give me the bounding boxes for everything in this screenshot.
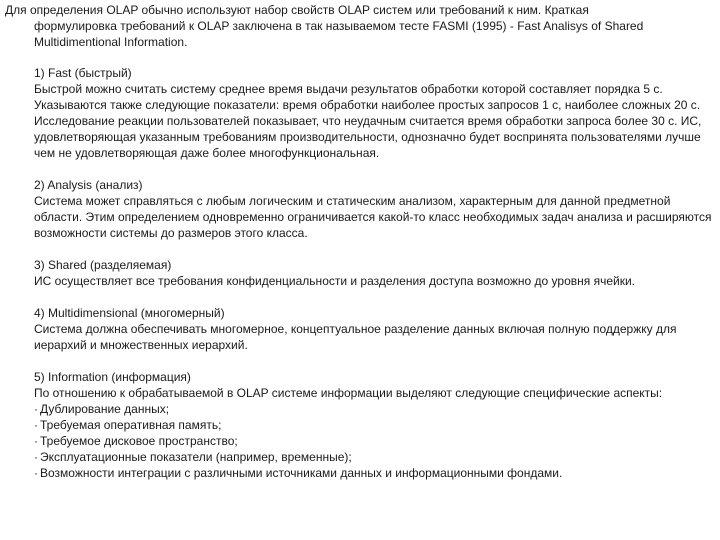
section-heading: 4) Multidimensional (многомерный) [34, 306, 225, 320]
bullet-icon: · [34, 466, 38, 480]
intro-rest: формулировка требований к OLAP заключена в так называемом тесте FASMI (1995) - Fast Analisys of Shared Multidimentional Information. [34, 19, 644, 49]
list-item-text: Дублирование данных; [40, 402, 170, 416]
section-heading: 5) Information (информация) [34, 370, 191, 384]
list-item [34, 433, 714, 449]
bullet-icon: · [34, 402, 38, 416]
section-information [34, 369, 714, 481]
section-body: Система должна обеспечивать многомерное, концептуальное разделение данных включая полную поддержку для иерархий и множественных иерархий. [34, 322, 677, 352]
aspects-list [34, 401, 714, 481]
section-heading: 1) Fast (быстрый) [34, 66, 132, 80]
list-item-text: Возможности интеграции с различными источниками данных и информационными фондами. [40, 466, 563, 480]
section-body: ИС осуществляет все требования конфиденциальности и разделения доступа возможно до уровня ячейки. [34, 274, 636, 288]
list-item [34, 449, 714, 465]
section-heading: 2) Analysis (анализ) [34, 178, 143, 192]
bullet-icon: · [34, 418, 38, 432]
list-item-text: Эксплуатационные показатели (например, временные); [40, 450, 352, 464]
section-analysis [34, 177, 714, 241]
section-shared [34, 257, 714, 289]
section-multidimensional [34, 305, 714, 353]
list-item-text: Требуемая оперативная память; [40, 418, 222, 432]
bullet-icon: · [34, 434, 38, 448]
list-item [34, 465, 714, 481]
intro-paragraph [0, 0, 720, 50]
section-heading: 3) Shared (разделяемая) [34, 258, 172, 272]
list-item [34, 417, 714, 433]
list-item-text: Требуемое дисковое пространство; [40, 434, 238, 448]
section-fast [34, 65, 714, 161]
section-body: Система может справляться с любым логическим и статическим анализом, характерным для данной предметной области. Этим определением одновременно ограничивается какой-то класс необходимых задач анализа и расширяются возможности системы до размеров этого класса. [34, 194, 712, 240]
section-body: Быстрой можно считать систему среднее время выдачи результатов обработки которой составляет порядка 5 с. Указываются также следующие показатели: время обработки наиболее простых запросов 1 с, наиболее сложных 20 с. Исследование реакции пользователей показывает, что неудачным считается время обработки запроса более 30 с. ИС, удовлетворяющая указанным требованиям производительности, однозначно будет воспринята пользователями лучше чем не удовлетворяющая даже более многофункциональная. [34, 82, 702, 160]
bullet-icon: · [34, 450, 38, 464]
list-item [34, 401, 714, 417]
intro-first-line: Для определения OLAP обычно используют набор свойств OLAP систем или требований к ним. Краткая [5, 3, 589, 17]
section-body: По отношению к обрабатываемой в OLAP системе информации выделяют следующие специфические аспекты: [34, 386, 663, 400]
